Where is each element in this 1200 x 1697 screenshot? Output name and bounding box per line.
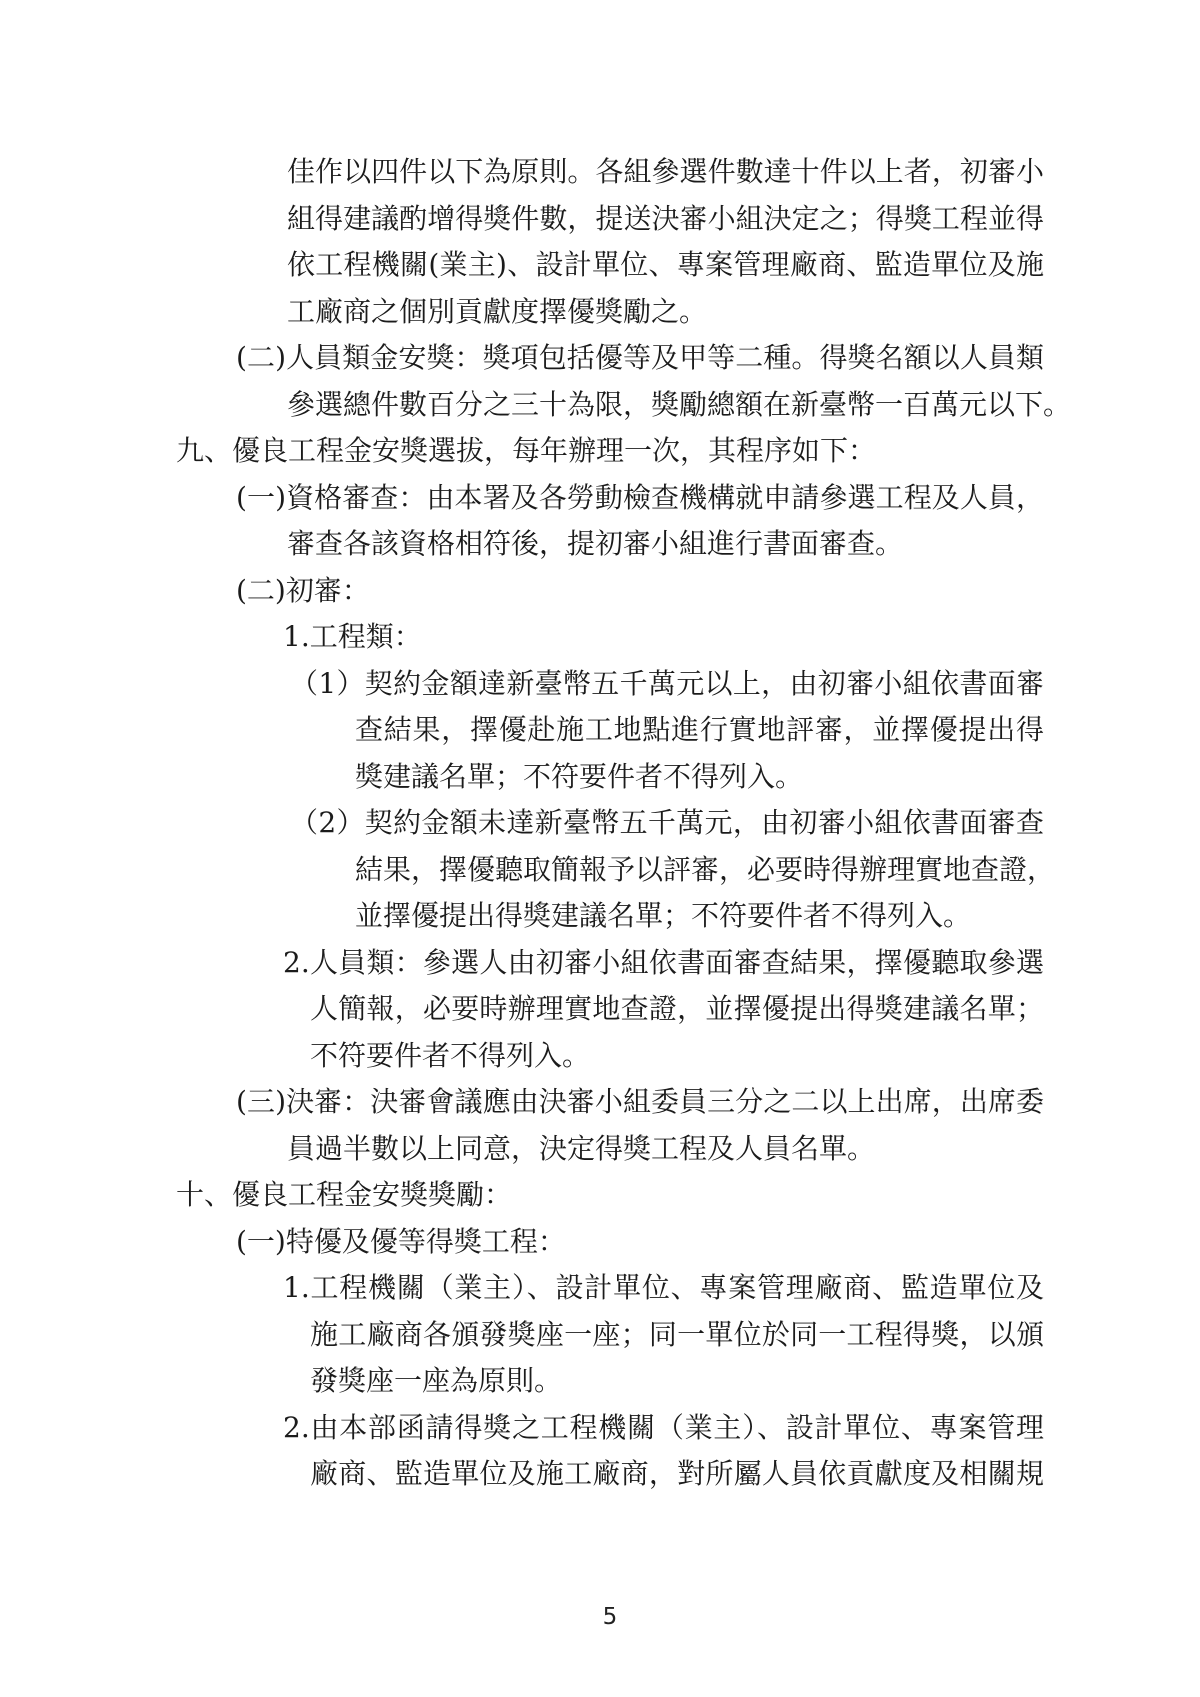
- doc-line: 員過半數以上同意，決定得獎工程及人員名單。: [287, 1131, 876, 1165]
- doc-line: 施工廠商各頒發獎座一座；同一單位於同一工程得獎，以頒: [310, 1317, 1044, 1351]
- doc-line: (三)決審：決審會議應由決審小組委員三分之二以上出席，出席委: [236, 1085, 1044, 1118]
- doc-line: 依工程機關(業主)、設計單位、專案管理廠商、監造單位及施: [287, 248, 1044, 281]
- doc-line: (一)資格審查：由本署及各勞動檢查機構就申請參選工程及人員，: [236, 480, 1044, 514]
- text-block: [176, 149, 1072, 1498]
- doc-line: 組得建議酌增得獎件數，提送決審小組決定之；得獎工程並得: [287, 201, 1044, 235]
- doc-line: (二)人員類金安獎：獎項包括優等及甲等二種。得獎名額以人員類: [236, 341, 1044, 374]
- doc-line: (二)初審：: [236, 573, 370, 607]
- doc-line: 佳作以四件以下為原則。各組參選件數達十件以上者，初審小: [287, 155, 1044, 188]
- doc-line: 查結果，擇優赴施工地點進行實地評審，並擇優提出得: [355, 713, 1044, 746]
- doc-line: （1）契約金額達新臺幣五千萬元以上，由初審小組依書面審: [290, 666, 1044, 700]
- doc-line: 工廠商之個別貢獻度擇優獎勵之。: [287, 294, 708, 328]
- doc-line: （2）契約金額未達新臺幣五千萬元，由初審小組依書面審查: [290, 806, 1044, 839]
- doc-line: 並擇優提出得獎建議名單；不符要件者不得列入。: [355, 899, 972, 932]
- doc-line: 2.人員類：參選人由初審小組依書面審查結果，擇優聽取參選: [283, 945, 1044, 979]
- doc-line: 2.由本部函請得獎之工程機關（業主）、設計單位、專案管理: [283, 1410, 1044, 1444]
- doc-line: 參選總件數百分之三十為限，獎勵總額在新臺幣一百萬元以下。: [287, 387, 1072, 421]
- doc-line: 發獎座一座為原則。: [310, 1364, 563, 1397]
- doc-line: 不符要件者不得列入。: [310, 1038, 591, 1072]
- doc-line: 獎建議名單；不符要件者不得列入。: [355, 759, 804, 793]
- doc-line: 廠商、監造單位及施工廠商，對所屬人員依貢獻度及相關規: [310, 1457, 1044, 1490]
- page-number: 5: [602, 1604, 618, 1630]
- doc-line: 十、優良工程金安獎獎勵：: [176, 1178, 513, 1211]
- doc-line: 1.工程類：: [283, 620, 422, 653]
- doc-line: (一)特優及優等得獎工程：: [236, 1224, 566, 1258]
- doc-line: 審查各該資格相符後，提初審小組進行書面審查。: [287, 527, 904, 560]
- doc-line: 結果，擇優聽取簡報予以評審，必要時得辦理實地查證，: [355, 852, 1056, 886]
- doc-line: 人簡報，必要時辦理實地查證，並擇優提出得獎建議名單；: [310, 992, 1044, 1025]
- doc-line: 九、優良工程金安獎選拔，每年辦理一次，其程序如下：: [176, 434, 877, 467]
- doc-line: 1.工程機關（業主）、設計單位、專案管理廠商、監造單位及: [283, 1271, 1044, 1304]
